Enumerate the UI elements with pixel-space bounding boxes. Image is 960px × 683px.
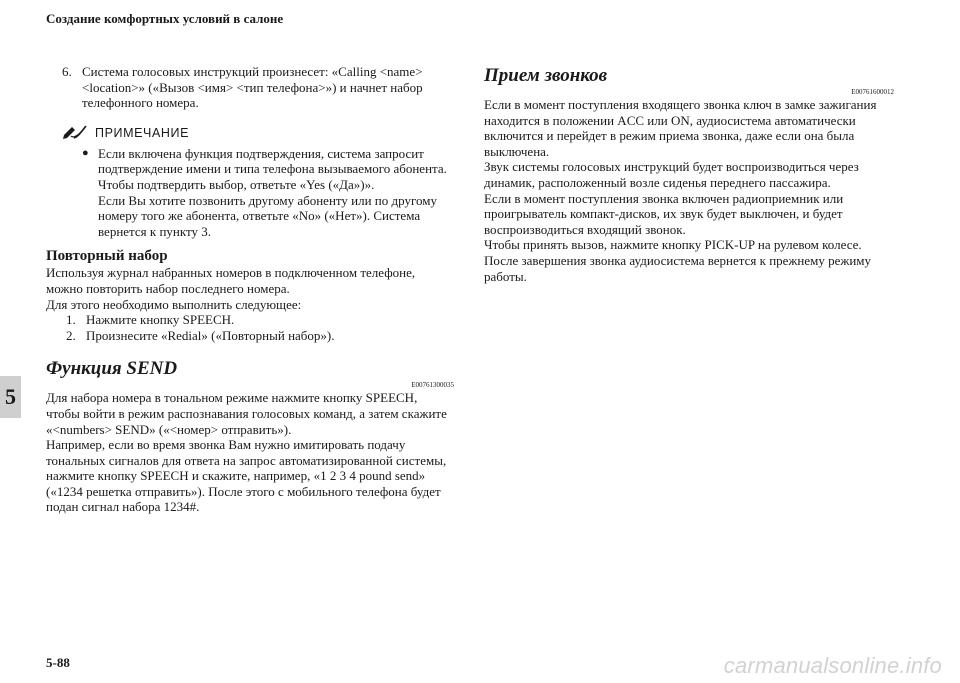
note-pencil-icon <box>62 123 88 145</box>
step-6 <box>62 64 454 111</box>
step-2 <box>66 328 454 344</box>
incoming-calls-heading: Прием звонков <box>484 65 608 86</box>
note-text: Если Вы хотите позвонить другому абоненту или по другому номеру того же абонента, ответьте «No» («Нет»). Система вернется к пункту 3. <box>98 192 437 239</box>
redial-heading: Повторный набор <box>46 248 168 265</box>
step-number: 1. <box>66 312 76 328</box>
watermark: carmanualsonline.info <box>723 653 942 678</box>
right-column <box>484 64 894 284</box>
page-number: 5-88 <box>46 655 70 670</box>
chapter-tab: 5 <box>0 376 21 418</box>
note-header <box>62 125 454 143</box>
incoming-paragraph: Чтобы принять вызов, нажмите кнопку PICK-UP на рулевом колесе. После завершения звонка аудиосистема вернется к прежнему режиму работы. <box>484 237 872 284</box>
step-number: 6. <box>62 64 72 79</box>
incoming-paragraph: Звук системы голосовых инструкций будет воспроизводиться через динамик, расположенный возле сиденья переднего пассажира. <box>484 159 859 190</box>
page-header: Создание комфортных условий в салоне <box>46 11 284 26</box>
redial-paragraph: Используя журнал набранных номеров в подключенном телефоне, можно повторить набор последнего номера. <box>46 265 416 296</box>
redial-paragraph: Для этого необходимо выполнить следующее: <box>46 296 302 312</box>
step-text: Произнесите «Redial» («Повторный набор»). <box>86 327 335 343</box>
send-paragraph: Для набора номера в тональном режиме нажмите кнопку SPEECH, чтобы войти в режим распознавания голосовых команд, а затем скажите «<numbers> SEND» («<номер> отправить»). <box>46 390 447 437</box>
section-code: E00761300035 <box>411 381 454 390</box>
note-label: ПРИМЕЧАНИЕ <box>95 125 190 140</box>
incoming-paragraph: Если в момент поступления входящего звонка ключ в замке зажигания находится в положении ACC или ON, аудиосистема автоматически включится и перейдет в режим приема звонка, даже если она была выключена. <box>484 97 877 159</box>
bullet-icon: ● <box>82 146 89 159</box>
section-code: E00761600012 <box>851 88 894 96</box>
redial-steps <box>66 312 454 343</box>
step-number: 2. <box>66 327 76 343</box>
incoming-paragraph: Если в момент поступления звонка включен радиоприемник или проигрыватель компакт-дисков, их звук будет выключен, и будет воспроизводиться входящий звонок. <box>484 190 844 237</box>
send-heading: Функция SEND <box>46 358 178 380</box>
step-1 <box>66 312 454 328</box>
send-paragraph: Например, если во время звонка Вам нужно имитировать подачу тональных сигналов для ответа на запрос автоматизированной системы, нажмите кнопку SPEECH и скажите, например, «1 2 3 4 pound send» («1234 решетка отправить»). После этого с мобильного телефона будет подан сигнал набора 1234#. <box>46 437 447 515</box>
note-item <box>82 146 454 240</box>
note-text: Если включена функция подтверждения, система запросит подтверждение имени и типа телефона вызываемого абонента. Чтобы подтвердить выбор, ответьте «Yes («Да»)». <box>98 145 447 192</box>
step-text: Нажмите кнопку SPEECH. <box>86 312 235 328</box>
left-column <box>46 64 454 515</box>
step-text: Система голосовых инструкций произнесет: «Calling <name> <location>» («Вызов <имя> <тип телефона>») и начнет набор телефонного номера. <box>82 64 423 111</box>
